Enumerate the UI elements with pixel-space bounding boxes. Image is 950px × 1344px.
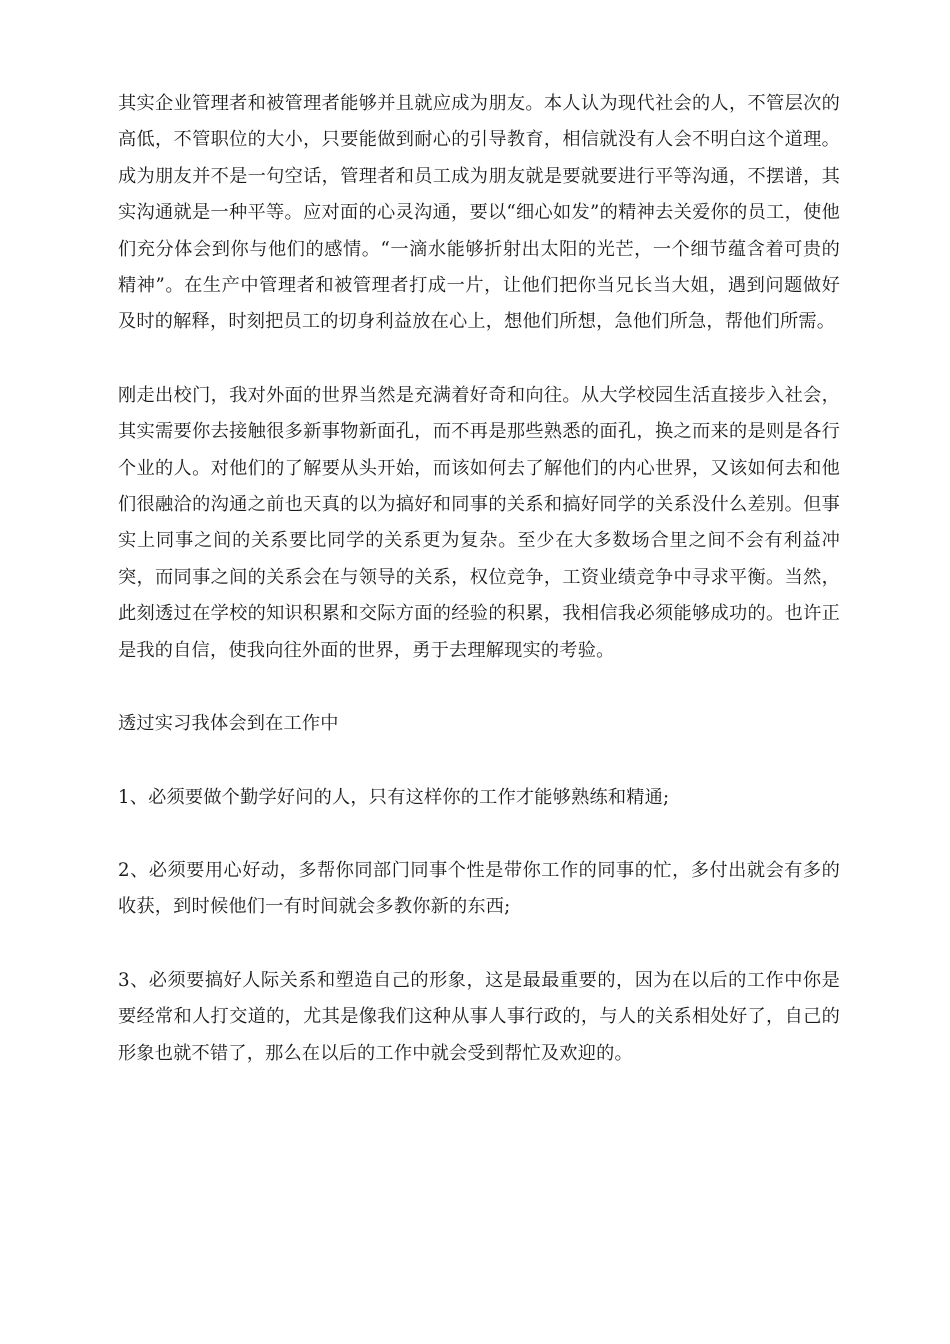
- list-item-3: 3、必须要搞好人际关系和塑造自己的形象，这是最最重要的，因为在以后的工作中你是要经常和人打交道的，尤其是像我们这种从事人事行政的，与人的关系相处好了，自己的形象也就不错了，那么在以后的工作中就会受到帮忙及欢迎的。: [118, 969, 840, 1064]
- list-item-1: 1、必须要做个勤学好问的人，只有这样你的工作才能够熟练和精通;: [118, 786, 670, 808]
- document-body: [118, 86, 840, 1072]
- paragraph-gap: [118, 669, 840, 706]
- paragraph-leaving-school: 刚走出校门，我对外面的世界当然是充满着好奇和向往。从大学校园生活直接步入社会，其实需要你去接触很多新事物新面孔，而不再是那些熟悉的面孔，换之而来的是则是各行个业的人。对他们的了解要从头开始，而该如何去了解他们的内心世界，又该如何去和他们很融洽的沟通之前也天真的以为搞好和同事的关系和搞好同学的关系没什么差别。但事实上同事之间的关系要比同学的关系更为复杂。至少在大多数场合里之间不会有利益冲突，而同事之间的关系会在与领导的关系，权位竞争，工资业绩竞争中寻求平衡。当然，此刻透过在学校的知识积累和交际方面的经验的积累，我相信我必须能够成功的。也许正是我的自信，使我向往外面的世界，勇于去理解现实的考验。: [118, 384, 840, 661]
- paragraph-management-friendship: 其实企业管理者和被管理者能够并且就应成为朋友。本人认为现代社会的人，不管层次的高低，不管职位的大小，只要能做到耐心的引导教育，相信就没有人会不明白这个道理。成为朋友并不是一句空话，管理者和员工成为朋友就是要就要进行平等沟通，不摆谱，其实沟通就是一种平等。应对面的心灵沟通，要以“细心如发”的精神去关爱你的员工，使他们充分体会到你与他们的感情。“一滴水能够折射出太阳的光芒，一个细节蕴含着可贵的精神”。在生产中管理者和被管理者打成一片，让他们把你当兄长当大姐，遇到问题做好及时的解释，时刻把员工的切身利益放在心上，想他们所想，急他们所急，帮他们所需。: [118, 93, 840, 333]
- paragraph-gap: [118, 743, 840, 780]
- paragraph-gap: [118, 816, 840, 853]
- paragraph-gap: [118, 926, 840, 963]
- paragraph-internship-intro: 透过实习我体会到在工作中: [118, 713, 339, 735]
- list-item-2: 2、必须要用心好动，多帮你同部门同事个性是带你工作的同事的忙，多付出就会有多的收获，到时候他们一有时间就会多教你新的东西;: [118, 859, 840, 918]
- paragraph-gap: [118, 341, 840, 378]
